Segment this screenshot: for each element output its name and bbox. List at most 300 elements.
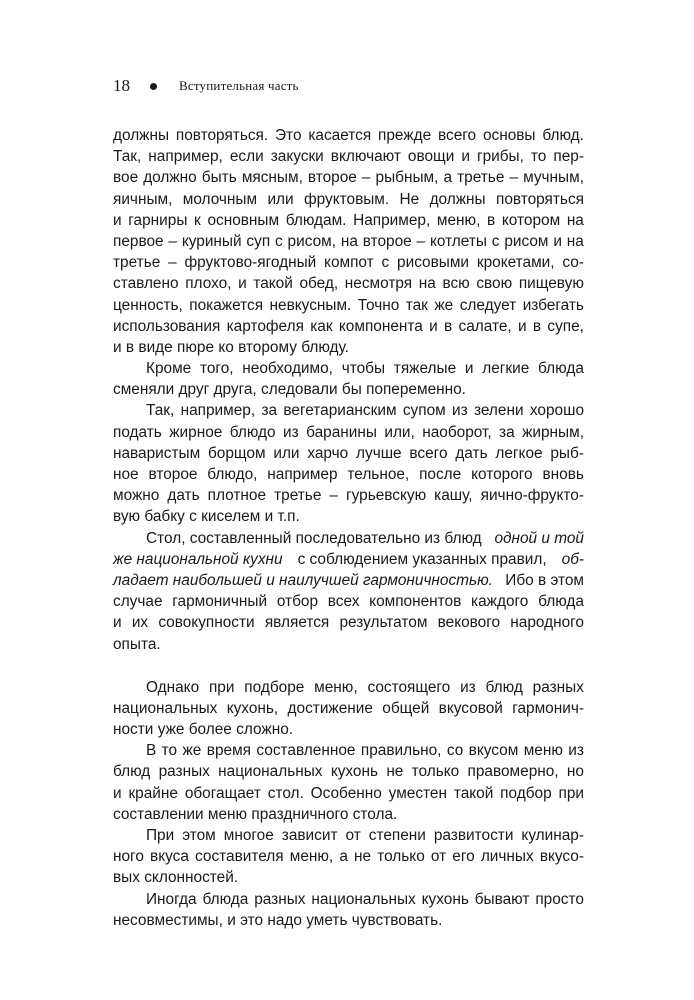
text-word: кухонь, bbox=[226, 699, 279, 717]
text-word: и bbox=[429, 317, 438, 335]
text-word: результатом bbox=[339, 614, 428, 632]
text-word: стола. bbox=[352, 805, 398, 823]
text-word: достижение bbox=[287, 699, 373, 717]
text-word: попеременно. bbox=[366, 381, 466, 399]
text-word: со- bbox=[562, 254, 584, 272]
text-word: является bbox=[264, 614, 330, 632]
text-word: второе bbox=[307, 169, 357, 187]
body-text bbox=[113, 125, 584, 931]
text-word: тяжелые bbox=[393, 360, 457, 378]
text-line bbox=[113, 231, 584, 252]
text-word: бывают bbox=[474, 890, 530, 908]
text-word: блюду. bbox=[301, 338, 349, 356]
text-word: борщом bbox=[207, 444, 266, 462]
text-word: блюдам. bbox=[285, 211, 347, 229]
text-word: в bbox=[532, 317, 542, 335]
text-word: вкуса bbox=[150, 848, 189, 866]
text-word: друга, bbox=[213, 381, 257, 399]
emphasis-text: ладает наибольшей и наилучшей гармоничностью. bbox=[113, 571, 493, 589]
text-word: жирным, bbox=[522, 423, 584, 441]
text-word: то bbox=[161, 742, 178, 760]
text-word: куриный bbox=[181, 232, 242, 250]
text-word: можно bbox=[113, 487, 160, 505]
text-word: блюда bbox=[202, 890, 249, 908]
text-word: такой bbox=[253, 275, 293, 293]
text-line bbox=[113, 889, 584, 910]
text-word: разных bbox=[254, 890, 306, 908]
text-word: Так, bbox=[146, 402, 175, 420]
text-word: меню bbox=[207, 805, 248, 823]
text-word: баранины bbox=[306, 423, 377, 441]
text-line bbox=[113, 528, 584, 549]
text-word: Например, bbox=[353, 211, 431, 229]
text-word: рисовыми bbox=[397, 254, 470, 272]
text-line bbox=[113, 570, 584, 591]
text-word: молочным bbox=[182, 190, 258, 208]
text-line bbox=[113, 846, 584, 867]
text-word: со bbox=[446, 742, 464, 760]
text-word: кулинар- bbox=[521, 827, 584, 844]
text-word: если bbox=[229, 148, 264, 166]
text-word: рисом, bbox=[287, 232, 336, 250]
paragraphs-block-1 bbox=[113, 125, 584, 528]
text-word: от bbox=[345, 827, 361, 844]
text-word: Точно bbox=[357, 296, 400, 314]
text-word: повторяться. bbox=[175, 127, 269, 144]
text-word: и bbox=[113, 338, 122, 356]
text-word: пер- bbox=[553, 148, 584, 166]
text-word: из bbox=[452, 402, 468, 420]
text-word: – bbox=[509, 169, 519, 187]
text-word: и bbox=[227, 911, 236, 929]
text-word: суп bbox=[246, 232, 271, 250]
text-word: невкусным. bbox=[269, 296, 352, 314]
text-word: многое bbox=[223, 827, 274, 844]
text-word: Не bbox=[399, 190, 420, 208]
text-word: блюда bbox=[538, 360, 584, 378]
text-word: гарниры bbox=[128, 211, 188, 229]
text-word: правильно, bbox=[360, 742, 442, 760]
text-line bbox=[113, 316, 584, 337]
text-word: гармоничный bbox=[172, 593, 268, 611]
text-word: и bbox=[238, 275, 247, 293]
emphasis-text: об- bbox=[561, 550, 584, 568]
text-word: отбор bbox=[276, 593, 319, 611]
text-word: блюдо, bbox=[207, 466, 258, 483]
text-word: из bbox=[568, 742, 584, 760]
text-word: при bbox=[558, 784, 584, 802]
text-word: Так, bbox=[113, 148, 142, 166]
text-word: национальных bbox=[218, 763, 323, 781]
text-word: закуски bbox=[270, 148, 324, 166]
text-word: основы bbox=[482, 127, 536, 144]
text-word: или, bbox=[384, 423, 415, 441]
text-word: надо bbox=[267, 911, 302, 929]
text-line bbox=[113, 337, 584, 358]
text-word: кашу, bbox=[434, 487, 473, 505]
text-word: рыб- bbox=[550, 444, 584, 462]
text-word: чувствовать. bbox=[351, 911, 443, 929]
text-word: – bbox=[168, 254, 177, 272]
paragraph-gap bbox=[113, 655, 584, 677]
text-word: третье bbox=[274, 487, 322, 505]
text-word: блюд bbox=[485, 678, 523, 696]
text-word: так bbox=[405, 296, 428, 314]
text-word: второму bbox=[238, 338, 297, 356]
paragraphs-block-2 bbox=[113, 677, 584, 931]
text-word: всю bbox=[442, 275, 470, 293]
text-word: легкие bbox=[482, 360, 530, 378]
text-word: не bbox=[386, 763, 404, 781]
text-word: ставлено bbox=[113, 275, 179, 293]
text-word: При bbox=[146, 827, 175, 844]
text-line bbox=[113, 422, 584, 443]
text-word: за bbox=[261, 402, 278, 420]
text-word: ного bbox=[113, 848, 144, 866]
text-word: быть bbox=[201, 169, 237, 187]
text-word: Иногда bbox=[146, 890, 197, 908]
text-word: дать bbox=[455, 444, 488, 462]
text-line bbox=[113, 146, 584, 167]
text-word: меню, bbox=[436, 211, 481, 229]
text-word: третье bbox=[113, 254, 161, 272]
text-word: народного bbox=[510, 614, 584, 632]
text-word: или bbox=[267, 190, 294, 208]
text-line bbox=[113, 485, 584, 506]
text-word: разных bbox=[532, 678, 584, 696]
text-word: к bbox=[194, 211, 201, 229]
text-line bbox=[113, 506, 584, 527]
text-word: а bbox=[339, 848, 348, 866]
text-word: вкусо- bbox=[539, 848, 584, 866]
text-line bbox=[113, 210, 584, 231]
text-word: подать bbox=[113, 423, 162, 441]
text-word: а bbox=[443, 169, 453, 187]
text-line bbox=[113, 698, 584, 719]
text-word: тельное, bbox=[347, 466, 410, 483]
text-word: ное bbox=[113, 466, 139, 483]
text-word: необходимо, bbox=[242, 360, 333, 378]
text-word: всего bbox=[409, 444, 448, 462]
text-line bbox=[113, 549, 584, 570]
text-word: ценность, bbox=[113, 296, 183, 314]
text-word: – bbox=[361, 169, 371, 187]
text-word: следовали bbox=[261, 381, 338, 399]
text-word: на bbox=[566, 211, 584, 229]
text-word: мучным, bbox=[523, 169, 584, 187]
text-word: рисом bbox=[504, 232, 549, 250]
text-word: на bbox=[566, 232, 584, 250]
text-word: его bbox=[452, 848, 475, 866]
text-word: всего bbox=[438, 127, 477, 144]
text-word: салате, bbox=[458, 317, 512, 335]
text-word: должно bbox=[143, 169, 197, 187]
text-word: Стол, составленный последовательно из блюд bbox=[146, 529, 482, 547]
text-word: составленное bbox=[256, 742, 356, 760]
text-word: личных bbox=[480, 848, 534, 866]
text-word: при bbox=[208, 678, 235, 696]
text-word: компот bbox=[324, 254, 374, 272]
text-word: киселем bbox=[201, 508, 261, 526]
text-word: уместен bbox=[388, 784, 447, 802]
text-word: повторяться bbox=[495, 190, 584, 208]
text-word: и bbox=[517, 317, 527, 335]
text-word: уметь bbox=[306, 911, 348, 929]
text-line bbox=[113, 761, 584, 782]
text-word: гармонич- bbox=[512, 699, 584, 717]
text-word: зелени bbox=[474, 402, 524, 420]
text-word: в bbox=[125, 338, 135, 356]
text-word: подбор bbox=[500, 784, 552, 802]
text-word: покажется bbox=[189, 296, 264, 314]
text-line bbox=[113, 125, 584, 146]
text-word: же bbox=[182, 742, 202, 760]
text-word: уже bbox=[157, 721, 185, 739]
text-word: их bbox=[131, 614, 149, 632]
text-word: случае bbox=[113, 593, 163, 611]
text-word: блюдо bbox=[229, 423, 276, 441]
text-word: яичным, bbox=[113, 190, 173, 208]
text-word: общей bbox=[382, 699, 430, 717]
text-word: стол. bbox=[267, 784, 304, 802]
text-line bbox=[113, 719, 584, 740]
text-word: и bbox=[464, 360, 474, 378]
text-word: яично-фрукто- bbox=[480, 487, 584, 505]
text-word: в bbox=[444, 317, 453, 335]
text-word: после bbox=[419, 466, 462, 483]
text-line bbox=[113, 252, 584, 273]
text-line bbox=[113, 591, 584, 612]
text-word: основным bbox=[207, 211, 280, 229]
text-word: Ибо в этом bbox=[505, 571, 584, 589]
text-word: каждого bbox=[471, 593, 529, 611]
text-word: кухонь bbox=[421, 890, 469, 908]
text-word: использования bbox=[113, 317, 221, 335]
text-word: должны bbox=[429, 190, 486, 208]
text-line bbox=[113, 295, 584, 316]
text-word: обогащает bbox=[184, 784, 261, 802]
text-word: опыта. bbox=[113, 635, 161, 653]
text-word: и bbox=[461, 148, 470, 166]
text-word: разных bbox=[158, 763, 210, 781]
text-word: меню bbox=[523, 742, 563, 760]
text-word: второе bbox=[148, 466, 198, 483]
text-word: Однако bbox=[146, 678, 200, 696]
emphasis-text: одной и той bbox=[494, 529, 584, 547]
text-word: – bbox=[168, 232, 177, 250]
text-word: только bbox=[411, 763, 460, 781]
text-word: развитости bbox=[433, 827, 514, 844]
text-word: компонентов bbox=[369, 593, 462, 611]
text-word: хорошо bbox=[529, 402, 584, 420]
text-line bbox=[113, 804, 584, 825]
running-head bbox=[113, 74, 299, 98]
text-word: за bbox=[499, 423, 515, 441]
text-word: праздничного bbox=[251, 805, 349, 823]
text-word: на bbox=[340, 232, 358, 250]
text-word: В bbox=[146, 742, 157, 760]
text-line bbox=[113, 740, 584, 761]
text-word: то bbox=[530, 148, 547, 166]
text-line bbox=[113, 400, 584, 421]
text-word: Особенно bbox=[310, 784, 382, 802]
text-word: время bbox=[206, 742, 251, 760]
text-line bbox=[113, 464, 584, 485]
text-word: с bbox=[189, 508, 197, 526]
text-word: несовместимы, bbox=[113, 911, 223, 929]
text-word: крокетами, bbox=[476, 254, 555, 272]
text-word: фруктово-ягодный bbox=[184, 254, 317, 272]
text-line bbox=[113, 867, 584, 888]
page-number: 18 bbox=[113, 76, 130, 95]
text-word: того, bbox=[199, 360, 234, 378]
text-word: картофеля bbox=[226, 317, 304, 335]
text-word: кухонь bbox=[330, 763, 379, 781]
text-word: – bbox=[329, 487, 338, 505]
text-word: т.п. bbox=[277, 508, 300, 526]
text-word: и bbox=[113, 784, 122, 802]
text-line bbox=[113, 612, 584, 633]
text-word: вую bbox=[113, 508, 141, 526]
text-word: крайне bbox=[128, 784, 178, 802]
text-word: мясным, bbox=[241, 169, 303, 187]
text-word: – bbox=[416, 232, 426, 250]
text-word: из bbox=[460, 678, 476, 696]
text-word: национальных bbox=[113, 699, 218, 717]
text-word: овощи bbox=[407, 148, 455, 166]
text-word: свою bbox=[476, 275, 513, 293]
text-word: зависит bbox=[281, 827, 338, 844]
text-word: Кроме bbox=[146, 360, 192, 378]
text-word: бабку bbox=[144, 508, 185, 526]
text-word: избегать bbox=[522, 296, 584, 314]
text-word: не bbox=[354, 848, 372, 866]
text-word: грибы, bbox=[476, 148, 524, 166]
text-line bbox=[113, 677, 584, 698]
text-word: вкусовой bbox=[438, 699, 503, 717]
text-word: этом bbox=[182, 827, 216, 844]
text-line bbox=[113, 358, 584, 379]
text-word: рыбным, bbox=[375, 169, 439, 187]
text-word: вое bbox=[113, 169, 139, 187]
text-word: векового bbox=[437, 614, 501, 632]
text-word: состоящего bbox=[367, 678, 451, 696]
text-word: гурьевскую bbox=[346, 487, 427, 505]
text-word: супе, bbox=[547, 317, 584, 335]
text-word: виде bbox=[138, 338, 173, 356]
text-word: блюд bbox=[113, 763, 151, 781]
text-word: первое bbox=[113, 232, 164, 250]
text-word: прежде bbox=[378, 127, 432, 144]
text-word: всех bbox=[327, 593, 360, 611]
text-word: пюре bbox=[177, 338, 215, 356]
text-word: как bbox=[310, 317, 333, 335]
text-word: котлеты bbox=[429, 232, 487, 250]
text-word: бы bbox=[341, 381, 362, 399]
section-title: Вступительная часть bbox=[179, 78, 299, 93]
text-word: например bbox=[267, 466, 338, 483]
text-word: совокупности bbox=[158, 614, 255, 632]
text-line bbox=[113, 783, 584, 804]
text-line bbox=[113, 379, 584, 400]
text-word: от bbox=[430, 848, 447, 866]
text-word: касается bbox=[308, 127, 372, 144]
text-word: блюд. bbox=[542, 127, 584, 144]
text-word: же bbox=[434, 296, 454, 314]
emphasis-text: же национальной кухни bbox=[113, 550, 283, 568]
text-word: котором bbox=[501, 211, 561, 229]
text-word: сложно. bbox=[236, 721, 294, 739]
text-word: с соблюдением указанных правил, bbox=[297, 550, 547, 568]
text-word: вновь bbox=[542, 466, 584, 483]
text-word: харчо bbox=[307, 444, 349, 462]
text-word: степени bbox=[368, 827, 426, 844]
text-word: и bbox=[113, 211, 122, 229]
text-word: подборе bbox=[244, 678, 305, 696]
text-word: с bbox=[381, 254, 390, 272]
text-word: более bbox=[188, 721, 232, 739]
text-word: или bbox=[273, 444, 300, 462]
text-word: вегетарианским bbox=[283, 402, 397, 420]
text-word: и bbox=[113, 614, 122, 632]
text-word: и bbox=[264, 508, 274, 526]
text-word: например, bbox=[148, 148, 223, 166]
text-word: компонента bbox=[338, 317, 423, 335]
text-word: дать bbox=[167, 487, 200, 505]
text-word: вых bbox=[113, 869, 140, 887]
text-word: правомерно, bbox=[467, 763, 559, 781]
text-word: вкусом bbox=[468, 742, 519, 760]
text-word: обед, bbox=[299, 275, 339, 293]
text-word: в bbox=[487, 211, 496, 229]
text-word: на bbox=[418, 275, 436, 293]
text-word: меню, bbox=[314, 678, 358, 696]
text-word: с bbox=[275, 232, 283, 250]
text-word: второе bbox=[362, 232, 412, 250]
text-word: несмотря bbox=[344, 275, 413, 293]
text-word: но bbox=[566, 763, 584, 781]
text-word: фруктовым. bbox=[303, 190, 390, 208]
text-word: такой bbox=[453, 784, 494, 802]
text-word: составлении bbox=[113, 805, 204, 823]
text-word: друг bbox=[178, 381, 210, 399]
text-word: супом bbox=[402, 402, 446, 420]
text-word: плотное bbox=[207, 487, 267, 505]
text-word: из bbox=[283, 423, 299, 441]
text-line bbox=[113, 634, 584, 655]
text-word: легкое bbox=[495, 444, 543, 462]
text-word: следует bbox=[459, 296, 517, 314]
text-word: блюда bbox=[538, 593, 584, 611]
text-word: жирное bbox=[169, 423, 223, 441]
text-line bbox=[113, 189, 584, 210]
text-word: третье bbox=[457, 169, 505, 187]
text-word: это bbox=[240, 911, 264, 929]
bullet-icon bbox=[150, 83, 157, 90]
text-line bbox=[113, 825, 584, 846]
text-word: которого bbox=[471, 466, 533, 483]
text-word: меню, bbox=[289, 848, 334, 866]
text-word: пищевую bbox=[518, 275, 584, 293]
text-word: Это bbox=[275, 127, 302, 144]
text-word: плохо, bbox=[185, 275, 232, 293]
text-line bbox=[113, 443, 584, 464]
text-line bbox=[113, 167, 584, 188]
text-word: наоборот, bbox=[422, 423, 492, 441]
text-word: с bbox=[491, 232, 500, 250]
text-word: только bbox=[377, 848, 425, 866]
text-word: склонностей. bbox=[144, 869, 239, 887]
